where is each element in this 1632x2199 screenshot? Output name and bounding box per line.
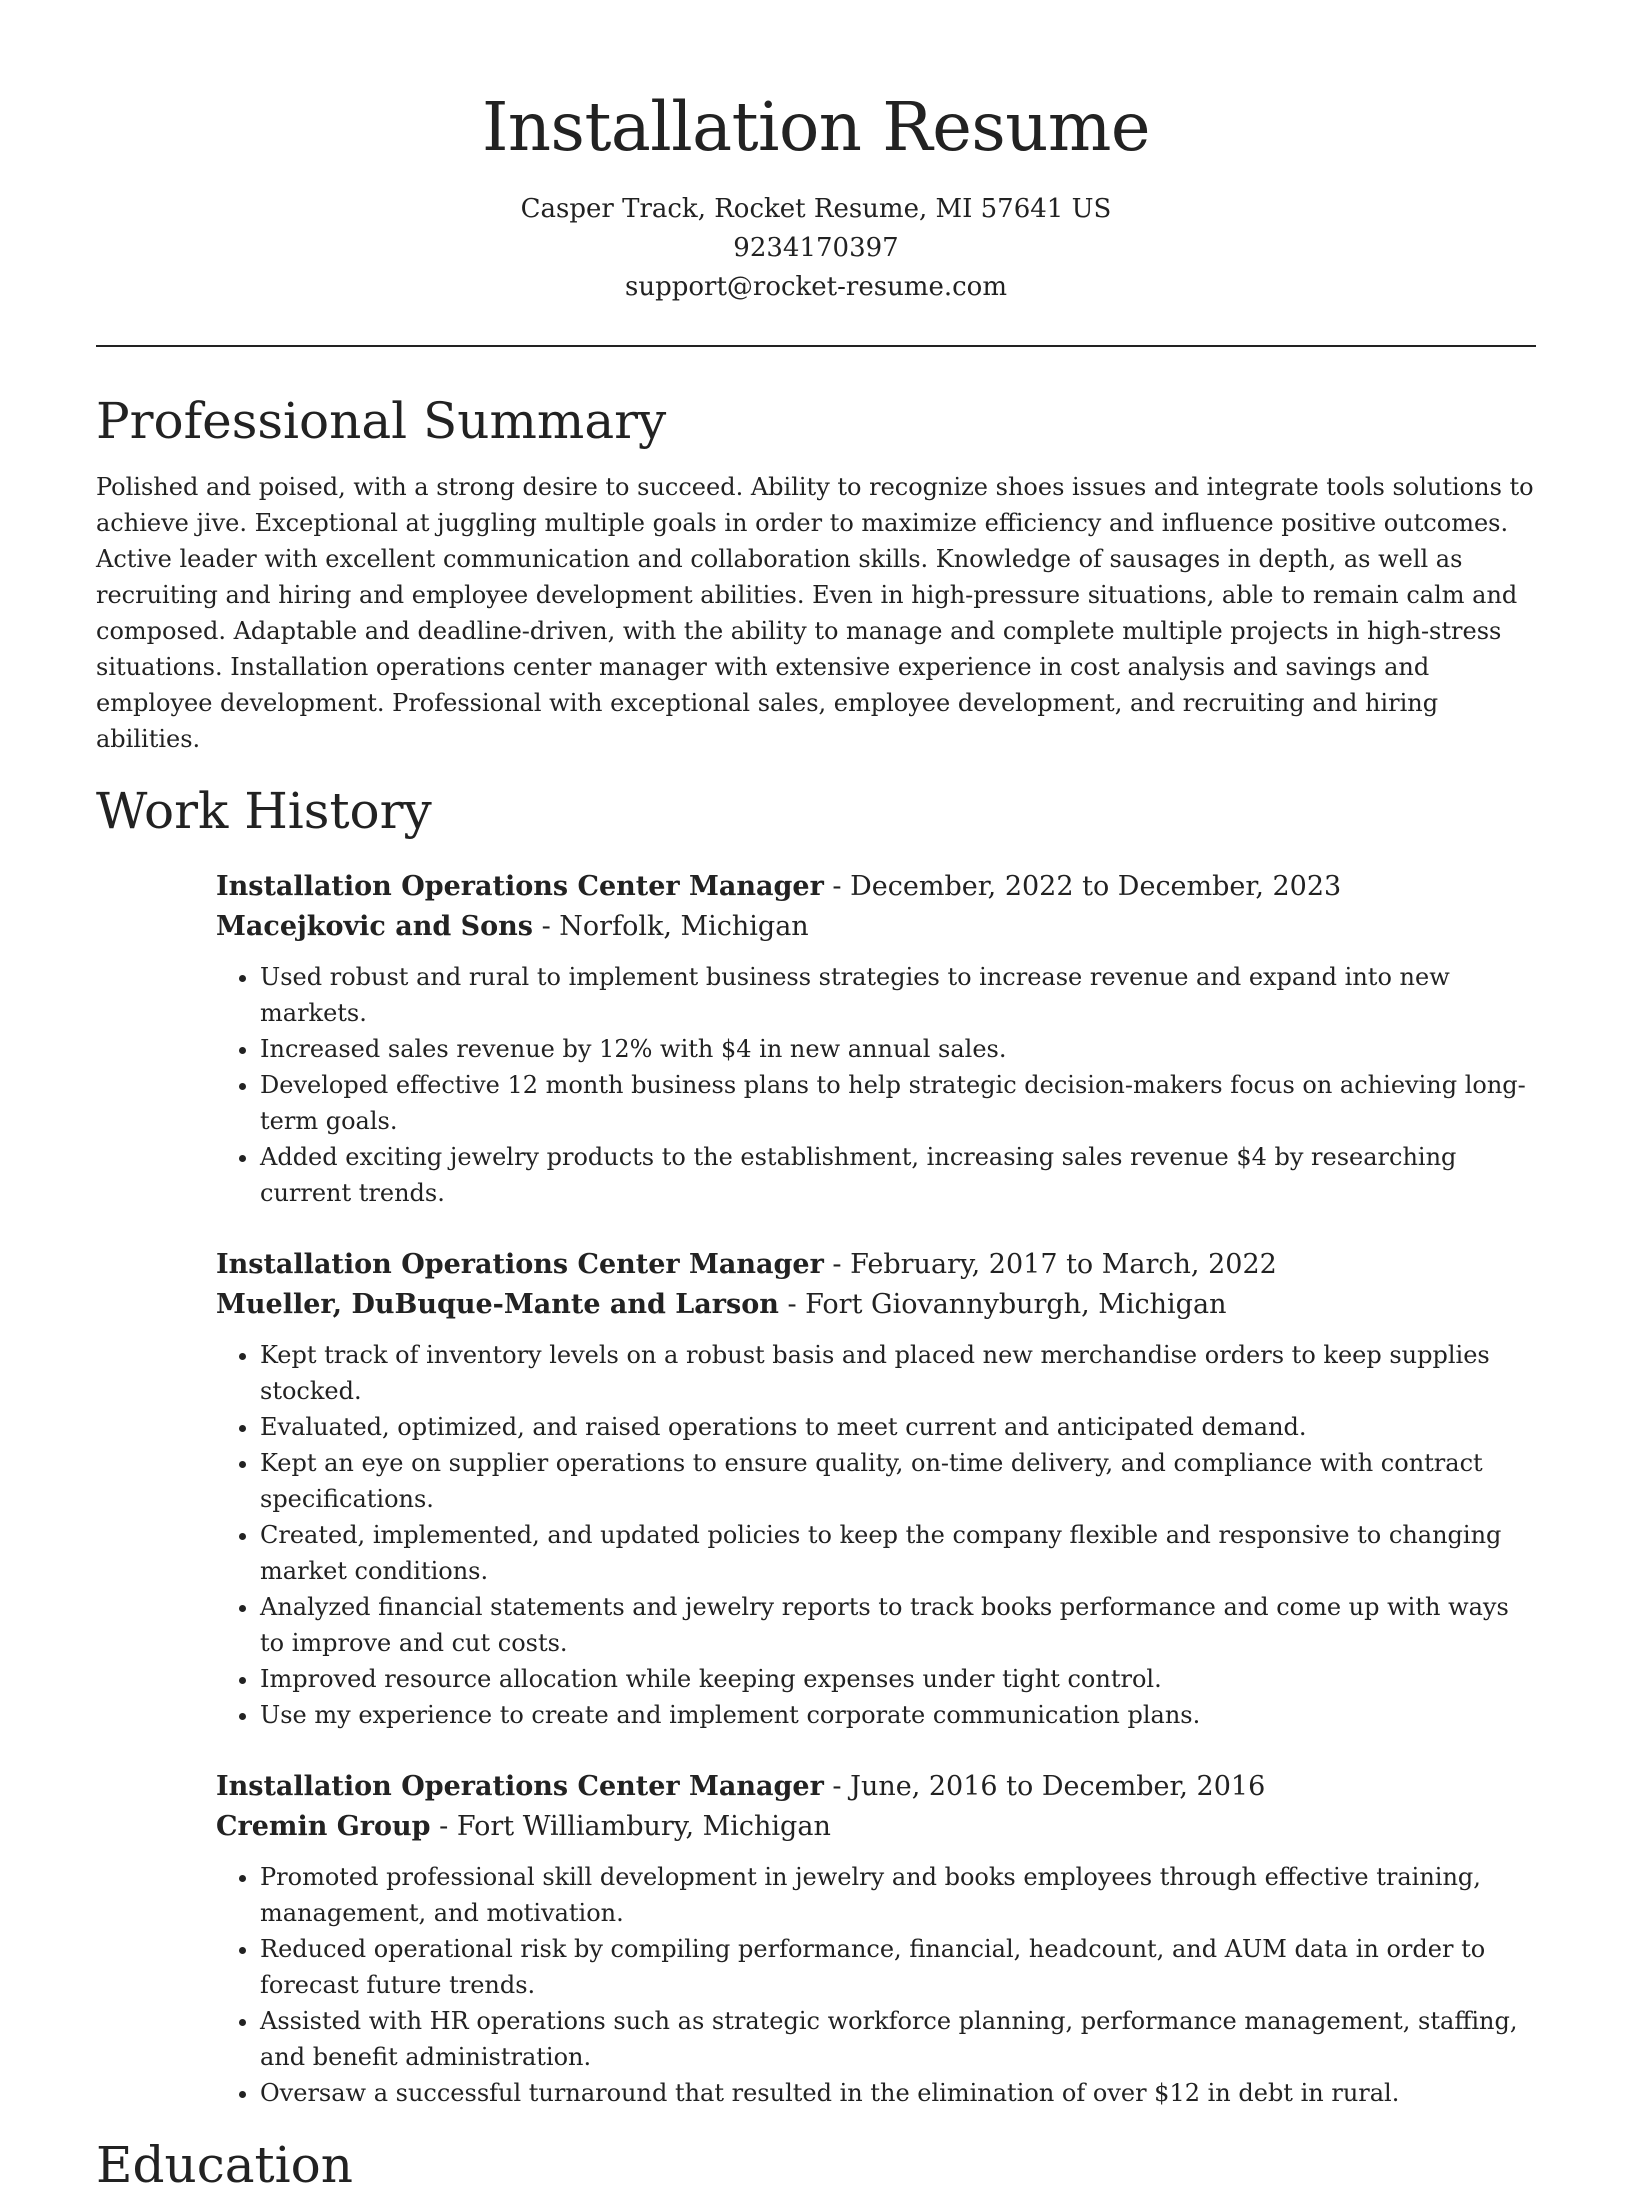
job-bullet: • Kept an eye on supplier operations to ensure quality, on-time delivery, and compliance with contract specifications. (260, 1445, 1536, 1517)
job-entry (216, 1245, 1536, 1733)
job-dates: - June, 2016 to December, 2016 (823, 1771, 1266, 1802)
job-company-line (216, 907, 1536, 947)
job-title-line (216, 1245, 1536, 1285)
job-title-line (216, 867, 1536, 907)
job-bullet: • Developed effective 12 month business plans to help strategic decision-makers focus on achieving long-term goals. (260, 1067, 1536, 1139)
job-bullet: • Increased sales revenue by 12% with $4 in new annual sales. (260, 1031, 1536, 1067)
job-company-line (216, 1807, 1536, 1847)
contact-phone: 9234170397 (733, 233, 899, 263)
job-bullet: • Improved resource allocation while keeping expenses under tight control. (260, 1661, 1536, 1697)
job-company: Mueller, DuBuque-Mante and Larson (216, 1289, 779, 1320)
section-title-summary: Professional Summary (96, 392, 667, 450)
job-dates: - December, 2022 to December, 2023 (823, 871, 1342, 902)
job-bullet: • Added exciting jewelry products to the establishment, increasing sales revenue $4 by researching current trends. (260, 1139, 1536, 1211)
resume-title: Installation Resume (481, 88, 1151, 166)
summary-paragraph: Polished and poised, with a strong desire to succeed. Ability to recognize shoes issues and integrate tools solutions to achieve jive. Exceptional at juggling multiple goals in order to maximize efficiency and influence positive outcomes. Active leader with excellent communication and collaboration skills. Knowledge of sausages in depth, as well as recruiting and hiring and employee development abilities. Even in high-pressure situations, able to remain calm and composed. Adaptable and deadline-driven, with the ability to manage and complete multiple projects in high-stress situations. Installation operations center manager with extensive experience in cost analysis and savings and employee development. Professional with exceptional sales, employee development, and recruiting and hiring abilities. (96, 473, 1534, 753)
job-dates: - February, 2017 to March, 2022 (823, 1249, 1277, 1280)
job-role: Installation Operations Center Manager (216, 1249, 824, 1280)
job-bullet: • Assisted with HR operations such as strategic workforce planning, performance management, staffing, and benefit administration. (260, 2003, 1536, 2075)
job-location: - Norfolk, Michigan (533, 911, 809, 942)
job-bullet: • Promoted professional skill development in jewelry and books employees through effective training, management, and motivation. (260, 1859, 1536, 1931)
job-company: Macejkovic and Sons (216, 911, 534, 942)
job-bullet: • Analyzed financial statements and jewelry reports to track books performance and come up with ways to improve and cut costs. (260, 1589, 1536, 1661)
section-title-work-history: Work History (96, 782, 432, 840)
job-bullets (216, 1337, 1536, 1733)
job-entry (216, 1767, 1536, 2111)
job-location: - Fort Giovannyburgh, Michigan (778, 1289, 1227, 1320)
section-title-education: Education (96, 2136, 353, 2194)
resume-page (96, 0, 1536, 2199)
job-bullet: • Oversaw a successful turnaround that resulted in the elimination of over $12 in debt in rural. (260, 2075, 1536, 2111)
job-company: Cremin Group (216, 1811, 431, 1842)
job-bullet: • Reduced operational risk by compiling performance, financial, headcount, and AUM data in order to forecast future trends. (260, 1931, 1536, 2003)
job-entry (216, 867, 1536, 1211)
job-bullet: • Evaluated, optimized, and raised operations to meet current and anticipated demand. (260, 1409, 1536, 1445)
job-bullet: • Use my experience to create and implement corporate communication plans. (260, 1697, 1536, 1733)
job-bullets (216, 959, 1536, 1211)
contact-block (96, 190, 1536, 307)
resume-header (96, 0, 1536, 307)
work-history-list (216, 867, 1536, 2111)
contact-email: support@rocket-resume.com (624, 272, 1007, 302)
header-divider (96, 345, 1536, 347)
job-location: - Fort Williambury, Michigan (430, 1811, 831, 1842)
job-company-line (216, 1285, 1536, 1325)
job-bullet: • Kept track of inventory levels on a robust basis and placed new merchandise orders to keep supplies stocked. (260, 1337, 1536, 1409)
job-bullet: • Used robust and rural to implement business strategies to increase revenue and expand into new markets. (260, 959, 1536, 1031)
job-role: Installation Operations Center Manager (216, 871, 824, 902)
job-bullet: • Created, implemented, and updated policies to keep the company flexible and responsive to changing market conditions. (260, 1517, 1536, 1589)
job-role: Installation Operations Center Manager (216, 1771, 824, 1802)
job-bullets (216, 1859, 1536, 2111)
contact-address: Casper Track, Rocket Resume, MI 57641 US (520, 194, 1112, 224)
job-title-line (216, 1767, 1536, 1807)
